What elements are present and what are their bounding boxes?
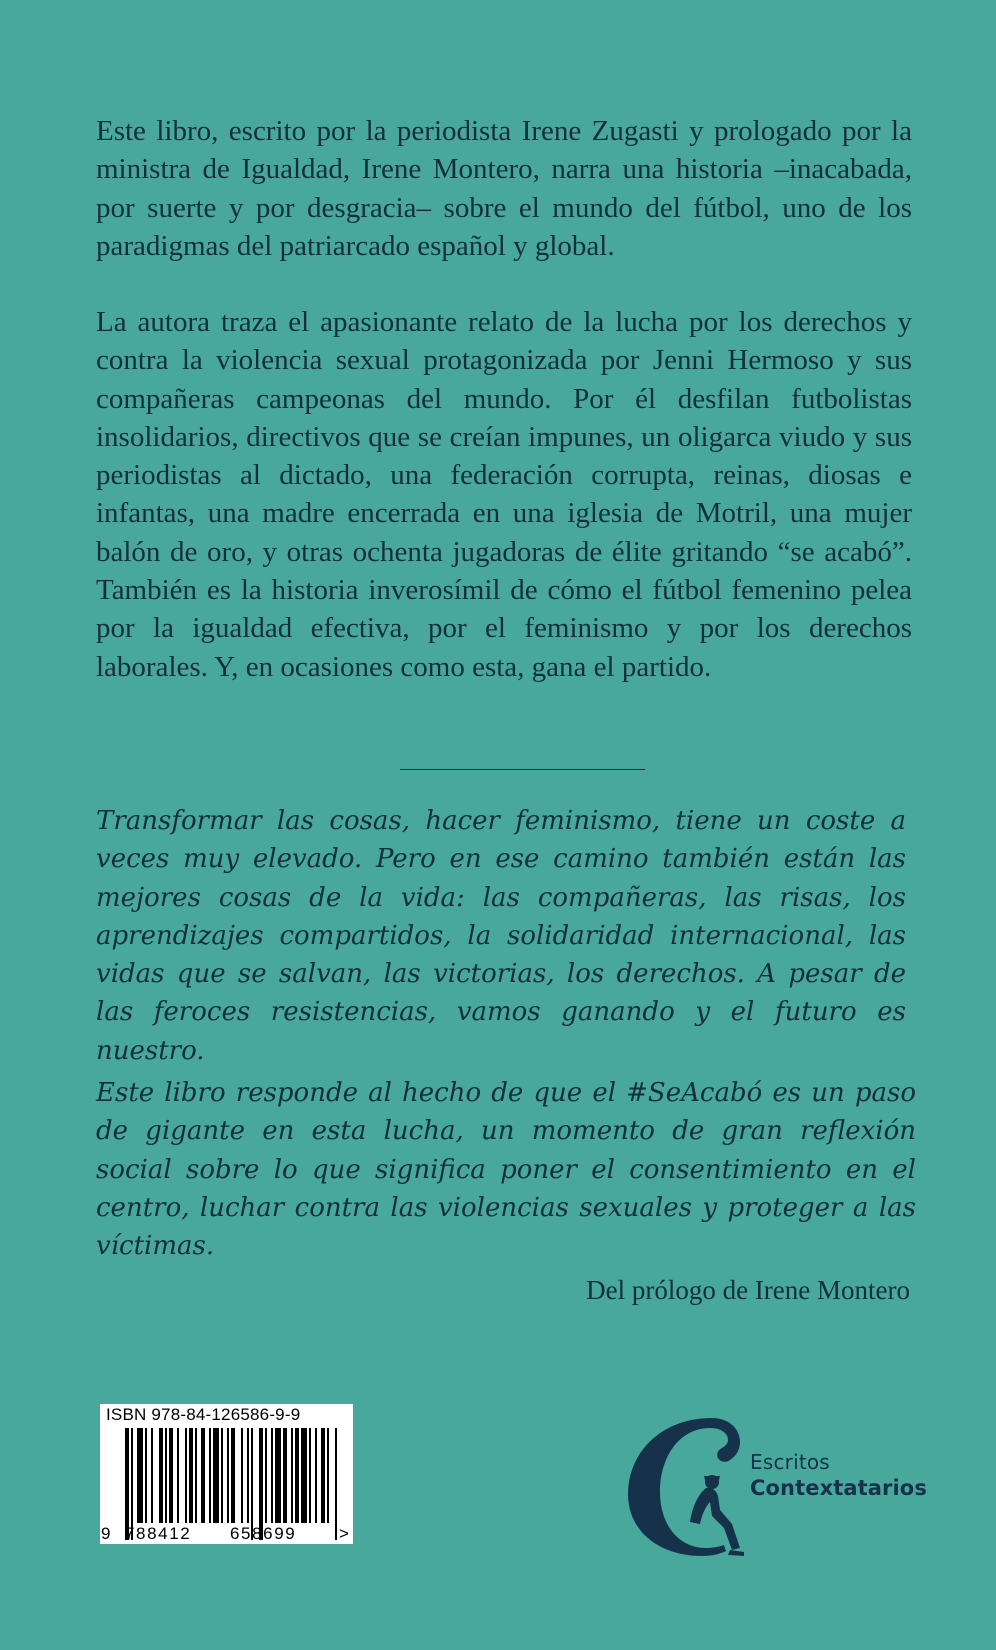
barcode-bar bbox=[185, 1428, 187, 1523]
isbn-barcode bbox=[100, 1404, 353, 1544]
barcode-bar bbox=[301, 1428, 307, 1523]
barcode-digits-right: 658699 bbox=[230, 1524, 297, 1543]
barcode-bar bbox=[295, 1428, 299, 1523]
barcode-bar bbox=[315, 1428, 317, 1523]
prologue-attribution: Del prólogo de Irene Montero bbox=[586, 1275, 910, 1305]
barcode-bar bbox=[137, 1428, 143, 1523]
barcode-bar bbox=[265, 1428, 267, 1523]
barcode-bar bbox=[271, 1428, 273, 1523]
barcode-bar bbox=[189, 1428, 193, 1523]
barcode-digits-left: 788412 bbox=[125, 1524, 192, 1543]
publisher-name-line1: Escritos bbox=[750, 1450, 830, 1474]
barcode-bar bbox=[195, 1428, 197, 1523]
barcode-bar bbox=[213, 1428, 219, 1523]
barcode-bar bbox=[169, 1428, 173, 1523]
prologue-quote-paragraph-2: Este libro responde al hecho de que el #SeAcabó es un paso de gigante en esta lucha, un momento de gran reflexión social sobre lo que significa poner el consentimiento en el centro, luchar contra las violencias sexuales y proteger a las víctimas. bbox=[96, 1078, 916, 1262]
barcode-quiet-mark: > bbox=[339, 1524, 349, 1543]
barcode-bar bbox=[291, 1428, 293, 1523]
barcode-bar bbox=[321, 1428, 325, 1523]
section-divider bbox=[400, 769, 645, 770]
barcode-bar bbox=[201, 1428, 205, 1523]
synopsis-paragraph-1: Este libro, escrito por la periodista Irene Zugasti y prologado por la ministra de Igualdad, Irene Montero, narra una historia –inacabada, por suerte y por desgracia– sobre el mundo del fútbol, uno de los paradigmas del patriarcado español y global. bbox=[96, 115, 912, 262]
synopsis-paragraph-2: La autora traza el apasionante relato de la lucha por los derechos y contra la violencia sexual protagonizada por Jenni Hermoso y sus compañeras campeonas del mundo. Por él desfilan futbolistas insolidarios, directivos que se creían impunes, un oligarca viudo y sus periodistas al dictado, una federación corrupta, reinas, diosas e infantas, una madre encerrada en una iglesia de Motril, una mujer balón de oro, y otras ochenta jugadoras de élite gritando “se acabó”. También es la historia inverosímil de cómo el fútbol femenino pelea por la igualdad efectiva, por el feminismo y por los derechos laborales. Y, en ocasiones como esta, gana el partido. bbox=[96, 306, 912, 683]
barcode-bar bbox=[327, 1428, 329, 1523]
barcode-bar bbox=[275, 1428, 281, 1523]
publisher-name-line2: Contextatarios bbox=[750, 1476, 927, 1500]
barcode-bar bbox=[221, 1428, 223, 1523]
barcode-bar bbox=[231, 1428, 235, 1523]
barcode-bar bbox=[209, 1428, 211, 1523]
barcode-bar bbox=[283, 1428, 287, 1523]
barcode-bar bbox=[177, 1428, 179, 1523]
barcode-bar bbox=[309, 1428, 311, 1523]
barcode-bar bbox=[165, 1428, 167, 1523]
barcode-digit-first: 9 bbox=[101, 1524, 113, 1543]
barcode-bar bbox=[159, 1428, 163, 1523]
barcode-bar bbox=[335, 1428, 337, 1540]
barcode-bar bbox=[227, 1428, 229, 1523]
isbn-label: ISBN 978-84-126586-9-9 bbox=[106, 1405, 301, 1424]
prologue-quote-paragraph-1: Transformar las cosas, hacer feminismo, tiene un coste a veces muy elevado. Pero en ese camino también están las mejores cosas de la vida: las compañeras, las risas, los aprendizajes compartidos, la solidaridad internacional, las vidas que se salvan, las victorias, los derechos. A pesar de las feroces resistencias, vamos ganando y el futuro es nuestro. bbox=[96, 806, 906, 1066]
barcode-bar bbox=[241, 1428, 243, 1523]
barcode-bar bbox=[151, 1428, 153, 1523]
barcode-bar bbox=[247, 1428, 249, 1523]
publisher-name bbox=[750, 1449, 927, 1501]
barcode-bar bbox=[145, 1428, 147, 1523]
